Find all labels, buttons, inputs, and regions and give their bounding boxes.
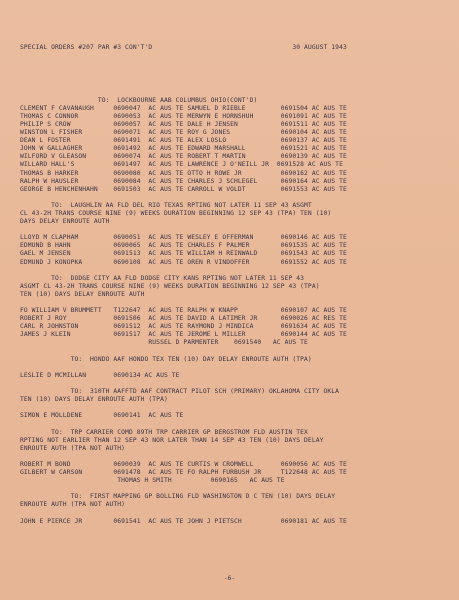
blank-line: [20, 380, 444, 388]
blank-line: [20, 299, 444, 307]
text-line: TO: DODGE CITY AA FLD DODGE CITY KANS RPTING NOT LATER 11 SEP 43: [20, 274, 305, 282]
text-line: WILFORD V GLEASON 0690074 AC AUS TE ROBERT T MARTIN 0690139 AC AUS TE: [20, 153, 347, 161]
text-line: TO: TRP CARRIER COMD 89TH TRP CARRIER GP BERGSTROM FLD AUSTIN TEX: [20, 428, 308, 436]
text-line: SIMON E MOLLDENE 0690141 AC AUS TE: [20, 412, 184, 420]
text-line: FO WILLIAM V BRUMMETT T122647 AC AUS TE RALPH W KNAPP 0690107 AC AUS TE: [20, 307, 347, 315]
blank-line: [20, 364, 444, 372]
header-line: [20, 44, 444, 52]
text-line: TEN (10) DAYS DELAY ENROUTE AUTH: [20, 290, 145, 298]
blank-line: [20, 348, 444, 356]
blank-line: [20, 485, 444, 493]
text-line: CLEMENT F CAVANAUGH 0690047 AC AUS TE SAMUEL D RIEBLE 0691504 AC AUS TE: [20, 104, 347, 112]
text-line: PHILIP S CROW 0690057 AC AUS TE DALE H JENSEN 0691511 AC AUS TE: [20, 120, 347, 128]
order-lines: [20, 97, 444, 526]
text-line: CARL R JOHNSTON 0691512 AC AUS TE RAYMOND J MINDICA 0691634 AC AUS TE: [20, 323, 347, 331]
text-line: JAMES J KLEIN 0691517 AC AUS TE JEROME L MILLER 0690144 AC AUS TE: [20, 331, 347, 339]
text-line: LESLIE D MCMILLAN 0690134 AC AUS TE: [20, 371, 180, 379]
text-line: WILLARD HALL'S 0691497 AC AUS TE LAWRENCE J O'NEILL JR 0691528 AC AUS TE: [20, 161, 343, 169]
text-line: LLOYD M CLAPHAM 0690051 AC AUS TE WESLEY E OFFERMAN 0690146 AC AUS TE: [20, 234, 347, 242]
text-line: TEN (10) DAYS DELAY ENROUTE AUTH (TPA): [20, 396, 168, 404]
text-line: ASGMT CL 43-2H TRANS COURSE NINE (9) WEEKS DURATION BEGINNING 12 SEP 43 (TPA): [20, 282, 320, 290]
text-line: ROBERT J ROY 0691506 AC AUS TE DAVID A LATIMER JR 0690026 AC RES TE: [20, 315, 347, 323]
text-line: TO: 310TH AAFFTD AAF CONTRACT PILOT SCH (PRIMARY) OKLAHOMA CITY OKLA: [20, 388, 340, 396]
blank-line: [20, 226, 444, 234]
text-line: JOHN W GALLAGHER 0691492 AC AUS TE EDWARD MARSHALL 0691521 AC AUS TE: [20, 145, 347, 153]
text-line: THOMAS H SMITH 0690165 AC AUS TE: [20, 477, 285, 485]
text-line: TO: LOCKBOURNE AAB COLUMBUS OHIO(CONT'D): [20, 96, 258, 104]
text-line: TO: HONDO AAF HONDO TEX TEN (10) DAY DELAY ENROUTE AUTH (TPA): [20, 355, 312, 363]
text-line: RALPH W HAUSLER 0690084 AC AUS TE CHARLES J SCHLEGEL 0690164 AC AUS TE: [20, 177, 347, 185]
blank-line: [20, 453, 444, 461]
blank-line: [20, 404, 444, 412]
text-line: ENROUTE AUTH (TPA NOT AUTH): [20, 444, 126, 452]
text-line: RUSSEL D PARMENTER 0691540 AC AUS TE: [20, 339, 308, 347]
blank-line: [20, 194, 444, 202]
order-date: 30 AUGUST 1943: [292, 44, 347, 52]
text-line: RPTING NOT EARLIER THAN 12 SEP 43 NOR LATER THAN 14 SEP 43 TEN (10) DAYS DELAY: [20, 436, 324, 444]
text-line: TO: FIRST MAPPING GP BOLLING FLD WASHINGTON D C TEN (10) DAYS DELAY: [20, 493, 336, 501]
text-line: DEAN L FOSTER 0691491 AC AUS TE ALEX LOSLO 0690137 AC AUS TE: [20, 137, 347, 145]
spacer: [20, 68, 444, 80]
document-body: [20, 28, 444, 542]
text-line: ROBERT M BOND 0690039 AC AUS TE CURTIS W CROMWELL 0690056 AC AUS TE: [20, 460, 347, 468]
text-line: EDMUND J KONOPKA 0690108 AC AUS TE OREN R VINDOFFER 0691552 AC AUS TE: [20, 258, 347, 266]
text-line: DAYS DELAY ENROUTE AUTH: [20, 218, 110, 226]
text-line: GAEL M JENSEN 0691513 AC AUS TE WILLIAM H REINWALD 0691543 AC AUS TE: [20, 250, 347, 258]
text-line: EDMUND B HAHN 0690065 AC AUS TE CHARLES F PALMER 0691535 AC AUS TE: [20, 242, 347, 250]
page-number: -6-: [223, 575, 236, 582]
text-line: GILBERT W CARSON 0691478 AC AUS TE FO RALPH FURBUSH JR T122648 AC AUS TE: [20, 468, 347, 476]
text-line: GEORGE B HENCHENHAHN 0691503 AC AUS TE CARROLL W VOLDT 0691553 AC AUS TE: [20, 185, 347, 193]
order-title: SPECIAL ORDERS #207 PAR #3 CON'T'D: [20, 44, 153, 52]
text-line: JOHN E PIERCE JR 0691541 AC AUS TE JOHN J PIETSCH 0690181 AC AUS TE: [20, 517, 347, 525]
text-line: TO: LAUGHLIN AA FLD DEL RIO TEXAS RPTING NOT LATER 11 SEP 43 ASGMT: [20, 201, 312, 209]
text-line: THOMAS C CONNOR 0690053 AC AUS TE MERWYN E HORNSHUH 0691091 AC AUS TE: [20, 112, 347, 120]
text-line: CL 43-2H TRANS COURSE NINE (9) WEEKS DURATION BEGINNING 12 SEP 43 (TPA) TEN (10): [20, 209, 332, 217]
blank-line: [20, 420, 444, 428]
text-line: THOMAS B HARKER 0690080 AC AUS TE OTTO H ROWE JR 0690162 AC AUS TE: [20, 169, 347, 177]
text-line: WINSTON L FISHER 0690071 AC AUS TE ROY G JONES 0690104 AC AUS TE: [20, 129, 347, 137]
text-line: ENROUTE AUTH (TPA NOT AUTH): [20, 501, 126, 509]
blank-line: [20, 509, 444, 517]
blank-line: [20, 267, 444, 275]
